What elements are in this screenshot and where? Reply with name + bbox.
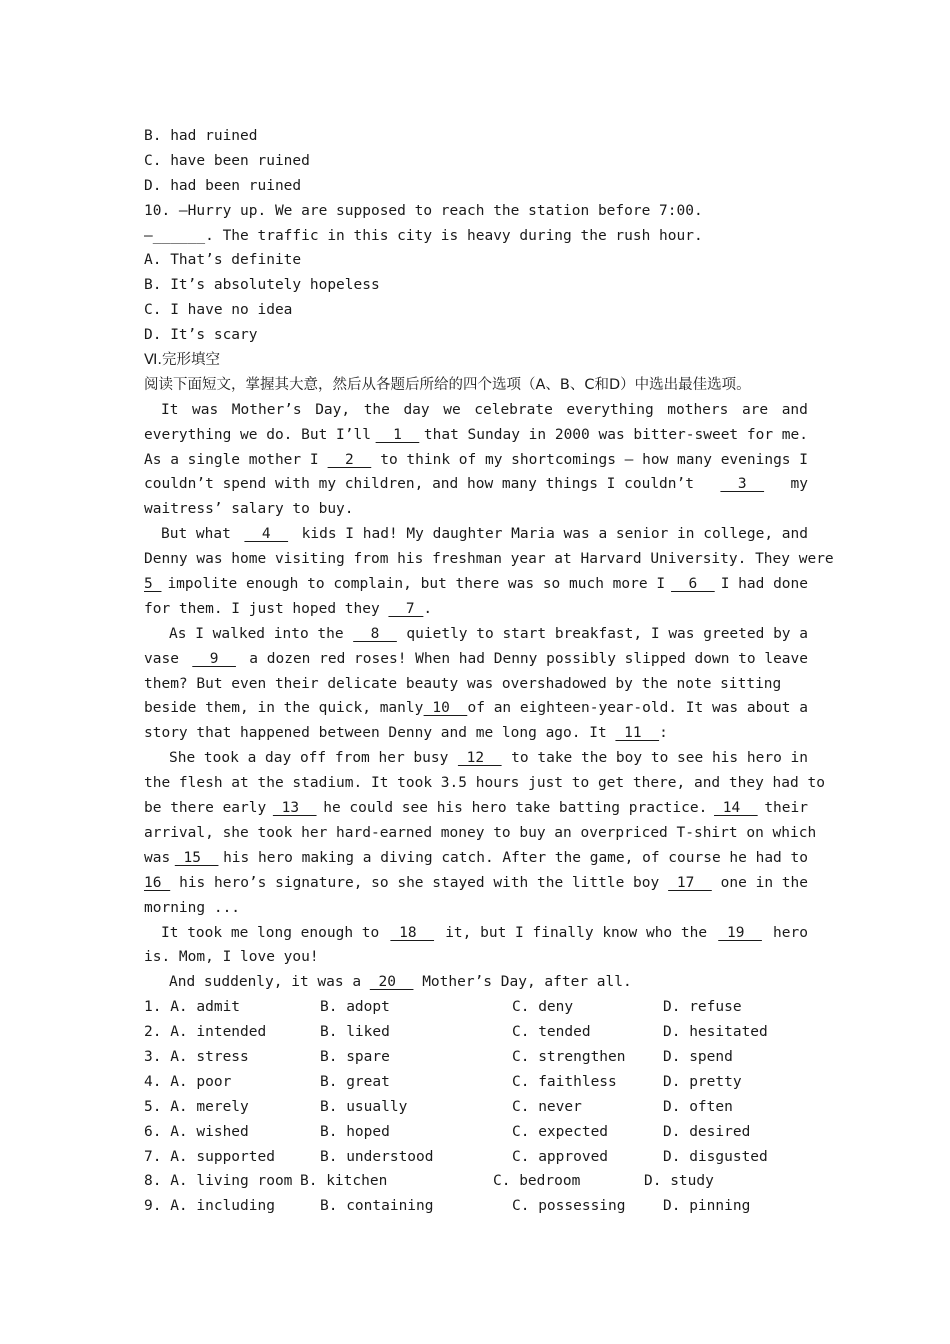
passage-line: 5 impolite enough to complain, but there was so much more I 6 I had done <box>144 572 808 597</box>
blank-4: 4 <box>244 526 289 543</box>
blank-3: 3 <box>720 476 765 493</box>
blank-16: 16 <box>144 874 171 891</box>
q10-option-c: C. I have no idea <box>144 302 293 319</box>
passage-line: was 15 his hero making a diving catch. After the game, of course he had to <box>144 846 808 871</box>
answer-row-8: 8. A. living room B. kitchen C. bedroom D. study <box>144 1173 714 1190</box>
blank-12: 12 <box>457 750 502 767</box>
passage-line: couldn’t spend with my children, and how many things I couldn’t 3 my <box>144 472 808 497</box>
section-heading: Ⅵ.完形填空 <box>144 352 220 369</box>
blank-8: 8 <box>353 625 397 642</box>
blank-13: 13 <box>272 800 317 817</box>
passage-line: It took me long enough to 18 it, but I finally know who the 19 hero <box>144 921 808 946</box>
passage-line: story that happened between Denny and me long ago. It 11 : <box>144 725 668 742</box>
answer-row-7: 7. A. supported B. understood C. approved D. disgusted <box>144 1148 768 1165</box>
section-instruction: 阅读下面短文，掌握其大意，然后从各题后所给的四个选项（A、B、C和D）中选出最佳选项。 <box>144 376 751 393</box>
passage-line: them? But even their delicate beauty was overshadowed by the note sitting <box>144 675 782 692</box>
blank-7: 7 <box>388 600 424 617</box>
answer-row-4: 4. A. poor B. great C. faithless D. pretty <box>144 1073 742 1090</box>
blank-15: 15 <box>174 849 219 866</box>
blank-20: 20 <box>369 974 414 991</box>
passage-line: 16 his hero’s signature, so she stayed with the little boy 17 one in the <box>144 871 808 896</box>
answer-row-3: 3. A. stress B. spare C. strengthen D. spend <box>144 1048 733 1065</box>
answer-row-2: 2. A. intended B. liked C. tended D. hesitated <box>144 1024 768 1041</box>
passage-line: be there early 13 he could see his hero take batting practice. 14 their <box>144 796 808 821</box>
blank-9: 9 <box>192 650 236 667</box>
blank-11: 11 <box>615 725 660 742</box>
blank-10: 10 <box>423 700 468 717</box>
blank-5: 5 <box>144 576 162 593</box>
blank-1: 1 <box>375 426 420 443</box>
q10-option-b: B. It’s absolutely hopeless <box>144 277 380 294</box>
blank-19: 19 <box>718 924 762 941</box>
q10-option-d: D. It’s scary <box>144 327 258 344</box>
blank-2: 2 <box>327 451 372 468</box>
passage-line: everything we do. But I’ll 1 that Sunday in 2000 was bitter-sweet for me. <box>144 423 808 448</box>
passage-line: beside them, in the quick, manly 10 of an eighteen-year-old. It was about a <box>144 696 808 721</box>
q10-option-a: A. That’s definite <box>144 252 302 269</box>
answer-row-5: 5. A. merely B. usually C. never D. often <box>144 1098 733 1115</box>
blank-14: 14 <box>714 800 758 817</box>
blank-18: 18 <box>390 924 435 941</box>
passage-line: But what 4 kids I had! My daughter Maria was a senior in college, and <box>144 522 808 547</box>
passage-line: She took a day off from her busy 12 to take the boy to see his hero in <box>144 746 808 771</box>
passage-line: morning ... <box>144 899 241 916</box>
blank-6: 6 <box>671 576 715 593</box>
passage-line: for them. I just hoped they 7 . <box>144 600 433 617</box>
passage-line: It was Mother’s Day, the day we celebrate everything mothers are and <box>161 401 808 418</box>
passage-line: waitress’ salary to buy. <box>144 501 354 518</box>
answer-row-1: 1. A. admit B. adopt C. deny D. refuse <box>144 999 742 1016</box>
passage-line: arrival, she took her hard-earned money to buy an overpriced T-shirt on which <box>144 824 817 841</box>
prev-option-b: B. had ruined <box>144 128 258 144</box>
passage-line: the flesh at the stadium. It took 3.5 hours just to get there, and they had to <box>144 775 825 792</box>
passage-line: As a single mother I 2 to think of my shortcomings — how many evenings I <box>144 448 808 473</box>
passage-line: Denny was home visiting from his freshman year at Harvard University. They were <box>144 551 834 568</box>
question-10-stem: 10. —Hurry up. We are supposed to reach the station before 7:00. <box>144 202 703 219</box>
prev-option-d: D. had been ruined <box>144 177 302 194</box>
prev-option-c: C. have been ruined <box>144 152 310 169</box>
answer-row-9: 9. A. including B. containing C. possessing D. pinning <box>144 1198 751 1215</box>
passage-line: And suddenly, it was a 20 Mother’s Day, after all. <box>169 974 632 991</box>
passage-line: is. Mom, I love you! <box>144 949 319 966</box>
blank-17: 17 <box>668 874 712 891</box>
answer-row-6: 6. A. wished B. hoped C. expected D. desired <box>144 1123 751 1140</box>
question-10-reply: —______. The traffic in this city is heavy during the rush hour. <box>144 227 703 244</box>
document-page <box>144 124 834 1219</box>
passage-line: vase 9 a dozen red roses! When had Denny possibly slipped down to leave <box>144 647 808 672</box>
passage-line: As I walked into the 8 quietly to start breakfast, I was greeted by a <box>144 622 808 647</box>
